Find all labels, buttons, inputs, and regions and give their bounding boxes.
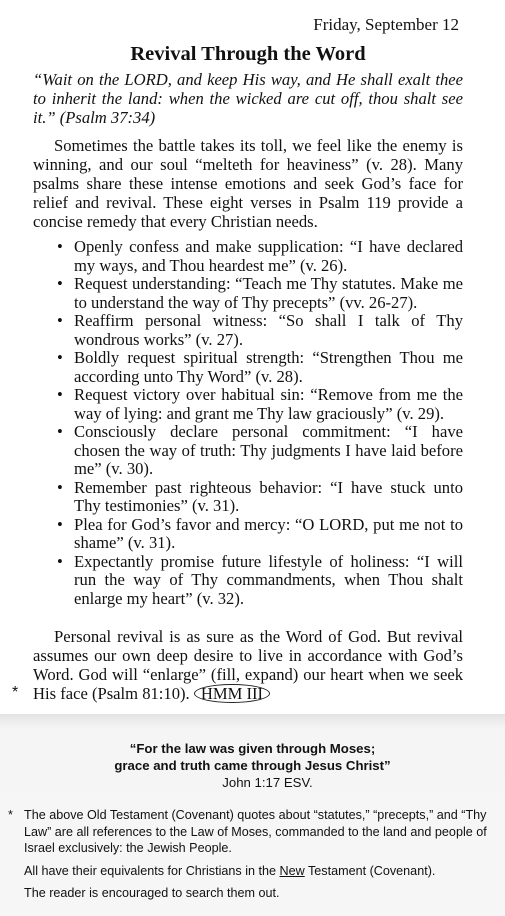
bullet-icon: •: [57, 348, 63, 367]
remedy-list: [55, 238, 463, 608]
footnote-line-2: All have their equivalents for Christians in the New Testament (Covenant).: [24, 863, 436, 878]
key-verse: “Wait on the LORD, and keep His way, and He shall exalt thee to inherit the land: when the wicked are cut off, thou shalt see it.” (Psalm 37:34): [33, 70, 463, 127]
bullet-icon: •: [57, 237, 63, 256]
bullet-icon: •: [57, 514, 63, 534]
list-item: • Expectantly promise future lifestyle of holiness: “I will run the way of Thy commandments, when Thou shalt enlarge my heart” (v. 32).: [57, 551, 463, 608]
intro-paragraph: Sometimes the battle takes its toll, we feel like the enemy is winning, and our soul “melteth for heaviness” (v. 28). Many psalms share these intense emotions and seek God’s face for relief and revival. These eight verses in Psalm 119 provide a concise remedy that every Christian needs.: [33, 136, 463, 231]
list-item: • Plea for God’s favor and mercy: “O LORD, put me not to shame” (v. 31).: [57, 514, 463, 552]
footnote-line-3: The reader is encouraged to search them out.: [24, 886, 280, 900]
new-testament-underline: New: [279, 863, 305, 878]
annotation-star-icon: *: [12, 684, 19, 701]
list-item: • Consciously declare personal commitment: “I have chosen the way of truth: Thy judgments I have laid before me” (v. 30).: [57, 422, 463, 478]
page-title: Revival Through the Word: [130, 43, 366, 65]
list-item: • Reaffirm personal witness: “So shall I talk of Thy wondrous works” (v. 27).: [57, 311, 463, 349]
quote-line-2: grace and truth came through Jesus Christ”: [114, 758, 391, 773]
bullet-icon: •: [57, 311, 63, 330]
author-signature: HMM III: [194, 684, 270, 703]
list-item: • Openly confess and make supplication: “I have declared my ways, and Thou heardest me” (v. 26).: [57, 237, 463, 275]
quote-line-1: “For the law was given through Moses;: [129, 741, 376, 756]
list-item: • Remember past righteous behavior: “I have stuck unto Thy testimonies” (v. 31).: [57, 477, 463, 515]
quote-reference: John 1:17 ESV.: [222, 775, 313, 790]
closing-text: Personal revival is as sure as the Word of God. But revival assumes our own deep desire to live in accordance with God’s Word. God will “enlarge” (fill, expand) our heart when we seek His face (Psalm 81:10).: [33, 627, 463, 703]
list-item: • Request victory over habitual sin: “Remove from me the way of lying: and grant me Thy law graciously” (v. 29).: [57, 385, 463, 423]
bullet-icon: •: [57, 385, 63, 404]
list-item: • Boldly request spiritual strength: “Strengthen Thou me according unto Thy Word” (v. 28).: [57, 348, 463, 386]
footnote: [8, 807, 490, 902]
list-item: • Request understanding: “Teach me Thy statutes. Make me to understand the way of Thy precepts” (vv. 26-27).: [57, 274, 463, 312]
bullet-icon: •: [57, 274, 63, 293]
bullet-icon: •: [57, 551, 63, 571]
footnote-line-1: The above Old Testament (Covenant) quotes about “statutes,” “precepts,” and “Thy Law” are all references to the Law of Moses, commanded to the land and people of Israel exclusively: the Jewish People.: [24, 808, 487, 855]
page-date: Friday, September 12: [313, 15, 459, 34]
bullet-icon: •: [57, 422, 63, 441]
footnote-star-icon: *: [8, 808, 13, 822]
closing-paragraph: [33, 627, 463, 703]
bullet-icon: •: [57, 477, 63, 497]
scripture-quote: [0, 740, 505, 791]
